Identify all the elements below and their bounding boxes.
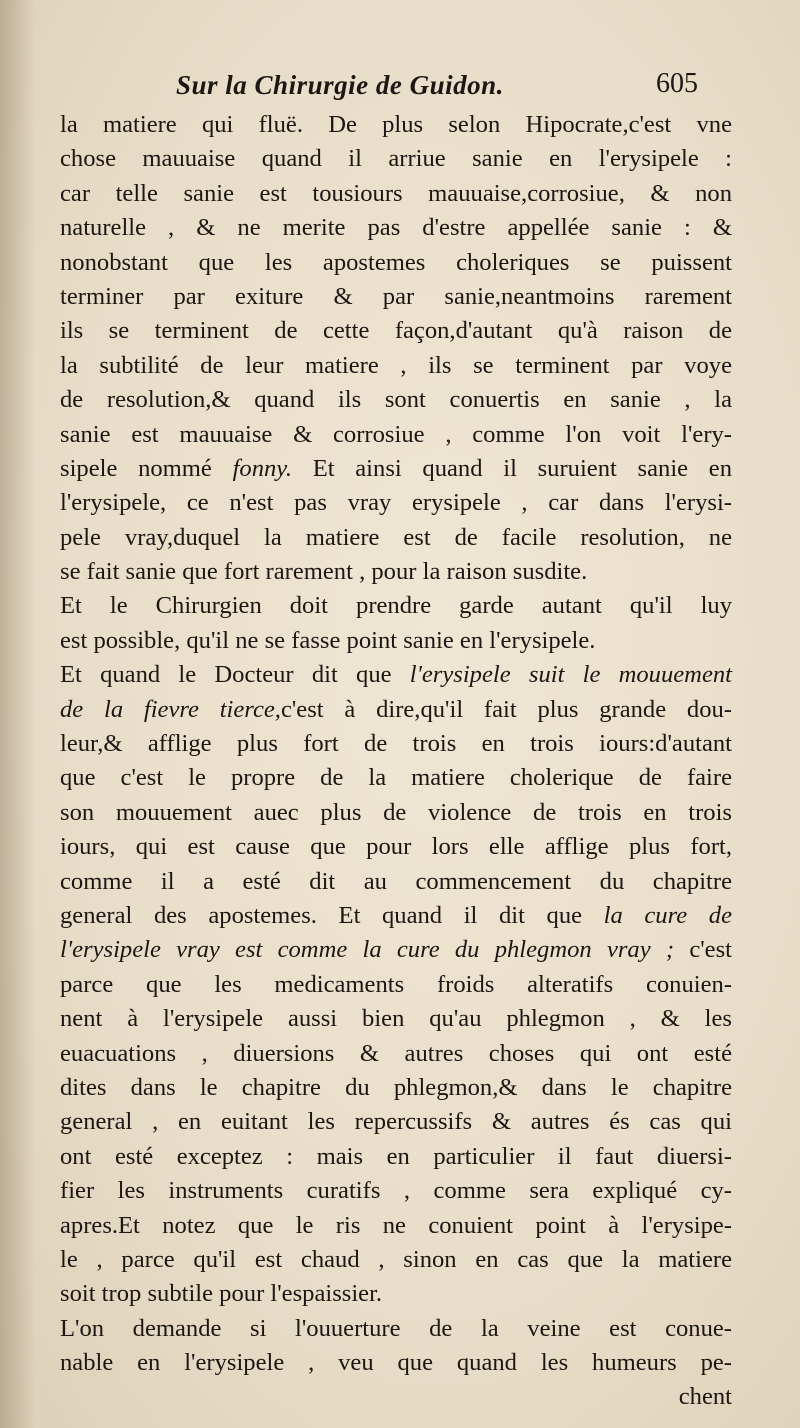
text-line (60, 1037, 732, 1071)
text-segment: soit trop subtile pour l'espaissier. (60, 1280, 383, 1308)
text-line (60, 693, 732, 727)
text-line (60, 349, 732, 383)
text-segment: sipele nommé (60, 454, 233, 482)
text-line (60, 624, 732, 658)
text-line (60, 1002, 732, 1036)
text-segment: apres.Et notez que le ris ne conuient point à l'erysipe- (60, 1211, 732, 1239)
text-segment: car telle sanie est tousiours mauuaise,corrosiue, & non (60, 179, 732, 207)
page-number: 605 (656, 68, 698, 99)
text-segment: naturelle , & ne merite pas d'estre appellée sanie : & (60, 214, 732, 242)
text-line (60, 1312, 732, 1346)
body-text (60, 108, 732, 1415)
catchword (60, 1380, 732, 1414)
text-line (60, 796, 732, 830)
text-line (60, 383, 732, 417)
text-line (60, 658, 732, 692)
text-segment: Et le Chirurgien doit prendre garde autant qu'il luy (60, 592, 732, 620)
text-segment: l'erysipele, ce n'est pas vray erysipele , car dans l'erysi- (60, 489, 732, 517)
text-segment: nent à l'erysipele aussi bien qu'au phlegmon , & les (60, 1005, 732, 1033)
text-line (60, 761, 732, 795)
text-line (60, 1243, 732, 1277)
text-segment: Et ainsi quand il suruient sanie en (292, 454, 733, 482)
text-segment: chent (678, 1383, 732, 1411)
text-line (60, 177, 732, 211)
text-segment: que c'est le propre de la matiere cholerique de faire (60, 764, 732, 792)
text-line (60, 933, 732, 967)
text-line (60, 108, 732, 142)
text-segment: iours, qui est cause que pour lors elle afflige plus fort, (60, 833, 732, 861)
text-segment: la subtilité de leur matiere , ils se terminent par voye (60, 351, 732, 379)
text-segment: sanie est mauuaise & corrosiue , comme l'on voit l'ery- (60, 420, 732, 448)
text-segment: Et quand le Docteur dit que (60, 661, 410, 689)
text-line (60, 418, 732, 452)
text-segment: L'on demande si l'ouuerture de la veine est conue- (60, 1314, 732, 1342)
text-segment: terminer par exiture & par sanie,neantmoins rarement (60, 282, 732, 310)
text-segment: c'est (674, 936, 732, 964)
italic-text: fonny. (232, 454, 292, 482)
text-segment: c'est à dire,qu'il fait plus grande dou- (280, 695, 732, 723)
text-segment: nonobstant que les apostemes choleriques se puissent (60, 248, 732, 276)
text-segment: general , en euitant les repercussifs & autres és cas qui (60, 1108, 732, 1136)
text-line (60, 246, 732, 280)
text-line (60, 589, 732, 623)
text-line (60, 211, 732, 245)
text-line (60, 486, 732, 520)
text-line (60, 1174, 732, 1208)
text-line (60, 1105, 732, 1139)
italic-text: l'erysipele vray est comme la cure du phlegmon vray ; (60, 936, 675, 964)
text-line (60, 1209, 732, 1243)
text-segment: de resolution,& quand ils sont conuertis en sanie , la (60, 386, 732, 414)
text-line (60, 142, 732, 176)
page-header (176, 66, 736, 106)
text-line (60, 521, 732, 555)
text-line (60, 865, 732, 899)
text-line (60, 1071, 732, 1105)
text-segment: chose mauuaise quand il arriue sanie en l'erysipele : (60, 145, 732, 173)
text-segment: se fait sanie que fort rarement , pour la raison susdite. (60, 558, 588, 586)
text-segment: son mouuement auec plus de violence de trois en trois (60, 798, 732, 826)
text-segment: nable en l'erysipele , veu que quand les humeurs pe- (60, 1349, 732, 1377)
text-segment: pele vray,duquel la matiere est de facile resolution, ne (60, 523, 732, 551)
text-segment: dites dans le chapitre du phlegmon,& dans le chapitre (60, 1073, 732, 1101)
running-title: Sur la Chirurgie de Guidon. (176, 70, 504, 100)
text-line (60, 280, 732, 314)
text-segment: fier les instruments curatifs , comme sera expliqué cy- (60, 1177, 732, 1205)
text-segment: comme il a esté dit au commencement du chapitre (60, 867, 732, 895)
text-line (60, 830, 732, 864)
text-line (60, 1277, 732, 1311)
text-segment: le , parce qu'il est chaud , sinon en cas que la matiere (60, 1245, 732, 1273)
text-line (60, 314, 732, 348)
text-segment: euacuations , diuersions & autres choses qui ont esté (60, 1039, 732, 1067)
text-segment: ont esté exceptez : mais en particulier il faut diuersi- (60, 1142, 732, 1170)
text-line (60, 899, 732, 933)
text-segment: leur,& afflige plus fort de trois en trois iours:d'autant (60, 730, 732, 758)
text-segment: parce que les medicaments froids alteratifs conuien- (60, 970, 732, 998)
text-line (60, 1140, 732, 1174)
italic-text: la cure de (603, 901, 732, 929)
text-segment: ils se terminent de cette façon,d'autant qu'à raison de (60, 317, 732, 345)
text-line (60, 968, 732, 1002)
text-line (60, 1346, 732, 1380)
binding-shadow (0, 0, 36, 1428)
text-segment: est possible, qu'il ne se fasse point sanie en l'erysipele. (60, 626, 596, 654)
text-line (60, 727, 732, 761)
text-line (60, 452, 732, 486)
text-line (60, 555, 732, 589)
italic-text: de la fievre tierce, (60, 695, 281, 723)
text-segment: la matiere qui fluë. De plus selon Hipocrate,c'est vne (60, 111, 732, 138)
text-segment: general des apostemes. Et quand il dit que (60, 901, 604, 929)
italic-text: l'erysipele suit le mouuement (409, 661, 732, 689)
